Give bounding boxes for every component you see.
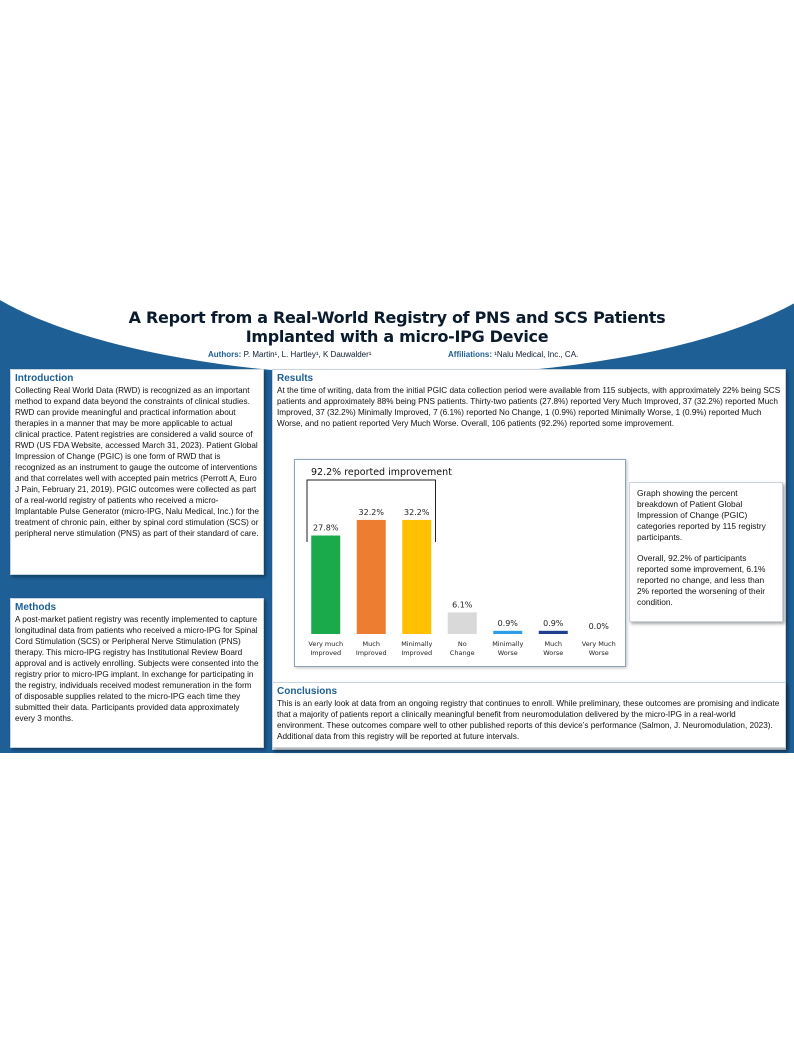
category-label-6-1: Worse: [588, 649, 609, 657]
category-label-0-0: Very much: [308, 640, 344, 648]
methods-heading: Methods: [15, 602, 57, 613]
category-label-0-1: Improved: [310, 649, 342, 657]
category-label-6-0: Very Much: [581, 640, 616, 648]
category-label-3-0: No: [457, 640, 467, 648]
bar-2: [402, 520, 431, 634]
bar-0: [311, 536, 340, 634]
category-label-5-1: Worse: [543, 649, 564, 657]
pgic-chart: [294, 459, 626, 667]
category-label-1-1: Improved: [355, 649, 387, 657]
conclusions-heading: Conclusions: [277, 686, 338, 697]
conclusions-box: [272, 682, 786, 748]
category-label-4-0: Minimally: [492, 640, 524, 648]
data-label-5: 0.9%: [543, 618, 564, 628]
data-label-0: 27.8%: [313, 523, 339, 533]
data-label-6: 0.0%: [588, 622, 609, 631]
bar-4: [493, 631, 522, 634]
authors-label: Authors:: [208, 350, 242, 359]
category-label-2-0: Minimally: [401, 640, 433, 648]
methods-box: [10, 598, 264, 748]
affiliations-text: ¹Nalu Medical, Inc., CA.: [494, 350, 579, 359]
graph-note-para-2: Overall, 92.2% of participants reported some improvement, 6.1% reported no change, and less than 2% reported the worsening of their condition.: [637, 553, 766, 607]
introduction-text: Collecting Real World Data (RWD) is recognized as an important method to expand data beyond the constraints of clinical studies. RWD can provide meaningful and practical information about therapies in a manner that may be more applicable to actual clinical practice. Patent registries are considered a valid source of RWD (US FDA Website, accessed March 31, 2023). Patient Global Impression of Change (PGIC) is one form of RWD that is recognized as an instrument to gauge the outcome of interventions and that correlates well with accepted pain metrics (Perrott A, Euro J Pain, February 21, 2019). PGIC outcomes were collected as part of a real-world registry of patients who received a micro-Implantable Pulse Generator (micro-IPG, Nalu Medical, Inc.) for the treatment of chronic pain, either by spinal cord stimulation (SCS) or peripheral nerve stimulation (PNS) as part of their standard of care.: [15, 386, 259, 538]
category-label-2-1: Improved: [401, 649, 433, 657]
data-label-4: 0.9%: [497, 618, 518, 628]
title-line-2: Implanted with a micro-IPG Device: [245, 327, 549, 346]
conclusions-text: This is an early look at data from an ongoing registry that continues to enroll. While preliminary, these outcomes are promising and indicate that a majority of patients report a clinically meaningful benefit from neuromodulation delivered by the micro-IPG in a real-world environment. These outcomes compare well to other published reports of this device’s performance (Salmon, J. Neuromodulation, 2023). Additional data from this registry will be reported at future intervals.: [277, 699, 780, 741]
graph-note-para-1: Graph showing the percent breakdown of Patient Global Impression of Change (PGIC) categories reported by 115 registry participants.: [637, 488, 766, 542]
bar-5: [539, 631, 568, 634]
pgic-bar-chart: [295, 460, 625, 666]
data-label-2: 32.2%: [404, 507, 430, 517]
category-label-1-0: Much: [362, 640, 380, 648]
category-label-3-1: Change: [449, 649, 475, 657]
authors-text: P. Martin¹, L. Hartley¹, K Dauwalder¹: [243, 350, 372, 359]
introduction-heading: Introduction: [15, 373, 74, 384]
bar-3: [448, 612, 477, 634]
results-text: At the time of writing, data from the initial PGIC data collection period were available from 115 subjects, with approximately 22% being SCS patients and approximately 88% being PNS patients. Thirty-two patients (27.8%) reported Very Much Improved, 37 (32.2%) reported Much Improved, 37 (32.2%) Minimally Improved, 7 (6.1%) reported No Change, 1 (0.9%) reported Minimally Worse, 1 (0.9%) reported Much Worse, and no patient reported Very Much Worse. Overall, 106 patients (92.2%) reported some improvement.: [277, 386, 781, 428]
data-label-1: 32.2%: [358, 507, 384, 517]
introduction-box: [10, 369, 264, 575]
authors-line: [208, 350, 371, 359]
improvement-annotation: 92.2% reported improvement: [311, 467, 452, 478]
category-label-4-1: Worse: [497, 649, 518, 657]
graph-note-box: [629, 482, 783, 622]
data-label-3: 6.1%: [452, 600, 473, 610]
bar-1: [357, 520, 386, 634]
poster-title: [0, 308, 794, 346]
title-line-1: A Report from a Real-World Registry of PNS and SCS Patients: [128, 308, 666, 327]
category-label-5-0: Much: [544, 640, 562, 648]
methods-text: A post-market patient registry was recently implemented to capture longitudinal data from patients who received a micro-IPG for Spinal Cord Stimulation (SCS) or Peripheral Nerve Stimulation (PNS) therapy. This micro-IPG registry has Institutional Review Board approval and is actively enrolling. Subjects were consented into the registry prior to micro-IPG implant. In exchange for participating in the registry, individuals received modest remuneration in the form of disposable supplies related to the micro-IPG each time they submitted their data. Participants provided data approximately every 3 months.: [15, 615, 259, 723]
results-heading: Results: [277, 373, 314, 384]
affiliations-label: Affiliations:: [448, 350, 492, 359]
affiliations-line: [448, 350, 578, 359]
